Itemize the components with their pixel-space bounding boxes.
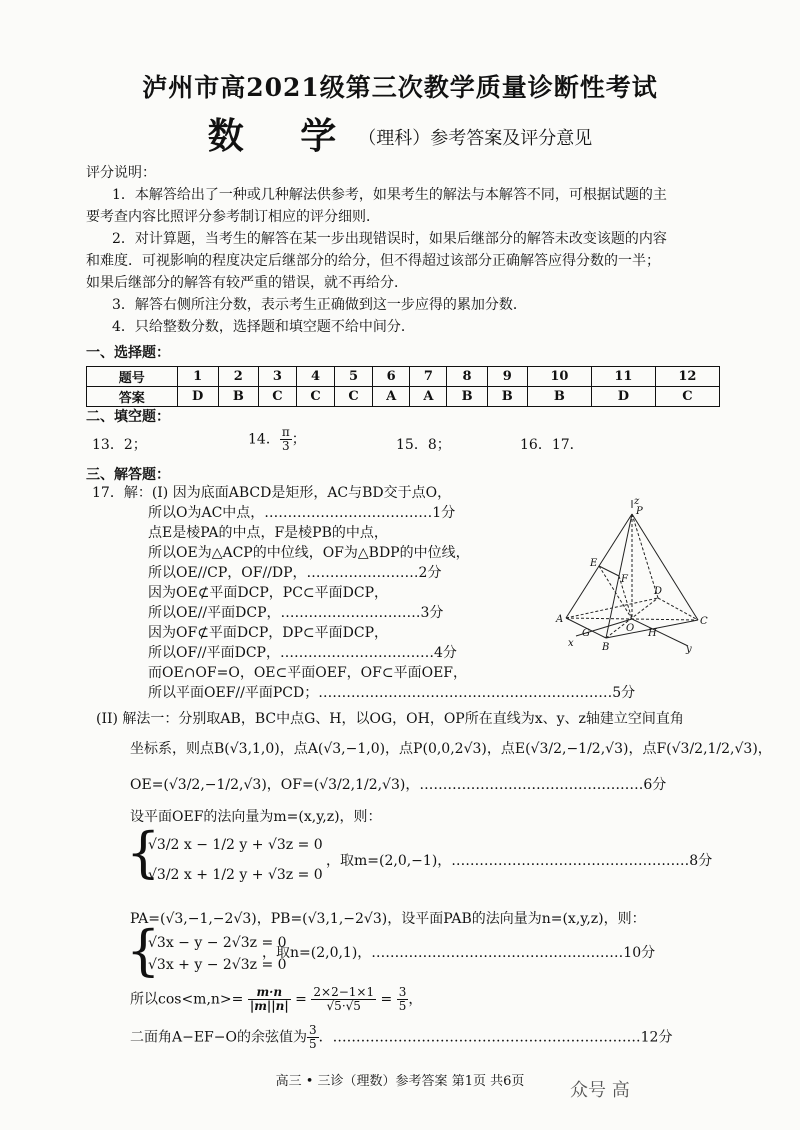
table-cell: B: [447, 387, 487, 407]
table-cell: 12: [655, 367, 719, 387]
cos-fraction-1: [248, 986, 291, 1013]
answer-14-fraction: [280, 426, 292, 453]
q17-part2-line-8: 所以cos<m,n>= $\frac{m\cdot n}{|m||n|}$ = $\frac{2\times 2-1\times 1}{√5\cdot√5}$ = $\frac{3}{5}$ ，: [130, 985, 423, 1013]
fraction-denominator: |m||n|: [249, 999, 289, 1013]
row-label-answer: 答案: [87, 387, 178, 407]
q17-line-1: 17．解：(I) 因为底面ABCD是矩形，AC与BD交于点O，: [92, 485, 452, 501]
label-p: P: [636, 506, 643, 517]
fraction-numerator: 3: [398, 985, 407, 999]
fraction-denominator: 5: [308, 1037, 317, 1051]
fraction-denominator: 5: [398, 999, 407, 1013]
label-h: H: [648, 628, 657, 639]
table-cell: C: [655, 387, 719, 407]
note-1b: 要考查内容比照评分参考制订相应的评分细则．: [86, 209, 380, 225]
fraction-numerator: 3: [308, 1023, 317, 1037]
table-cell: 4: [296, 367, 334, 387]
dihedral-suffix: ．…………………………………………………………12分: [318, 1029, 673, 1046]
table-cell: D: [591, 387, 655, 407]
equation-1: √3/2 x − 1/2 y + √3z = 0: [148, 837, 323, 853]
q17-line-4: 所以OE为△ACP的中位线，OF为△BDP的中位线，: [148, 545, 470, 561]
table-cell: B: [218, 387, 258, 407]
q17-line-6: 因为OE⊄平面DCP，PC⊂平面DCP，: [148, 585, 389, 601]
cos-fraction-2: [311, 986, 376, 1013]
label-d: D: [654, 586, 663, 597]
notes-heading: 评分说明：: [86, 165, 156, 181]
equation-2: √3/2 x + 1/2 y + √3z = 0: [148, 867, 323, 883]
note-3: 3．解答右侧所注分数，表示考生正确做到这一步应得的累加分数．: [112, 297, 527, 313]
answer-14-separator: ；: [291, 431, 306, 448]
note-4: 4．只给整数分数，选择题和填空题不给中间分．: [112, 319, 415, 335]
note-2b: 和难度．可视影响的程度决定后继部分的给分，但不得超过该部分正确解答应得分数的一半；: [86, 253, 660, 269]
exam-title: 泸州市高2021级第三次教学质量诊断性考试: [142, 73, 658, 102]
page-footer: 高三 • 三诊（理数）参考答案 第1页 共6页: [275, 1074, 525, 1089]
table-cell: 2: [218, 367, 258, 387]
section-choice-title: 一、选择题：: [86, 345, 170, 361]
table-cell: 8: [447, 367, 487, 387]
table-cell: 11: [591, 367, 655, 387]
answer-16: 16．17．: [520, 437, 584, 453]
label-o: O: [626, 623, 635, 634]
label-z: z: [634, 496, 640, 507]
subject-line: [0, 108, 800, 159]
cos-fraction-3: [397, 986, 409, 1013]
q17-part2-line-9: [130, 1024, 672, 1051]
q17-line-8: 因为OF⊄平面DCP，DP⊂平面DCP，: [148, 625, 389, 641]
fraction-denominator: √5·√5: [326, 999, 361, 1013]
table-cell: C: [296, 387, 334, 407]
edge-pc: [632, 514, 698, 620]
row-label-number: 题号: [87, 367, 178, 387]
watermark: 众号 高: [570, 1080, 630, 1101]
q17-part2-line-4: 设平面OEF的法向量为m=(x,y,z)，则：: [130, 809, 382, 825]
q17-line-10: 而OE∩OF=O，OE⊂平面OEF，OF⊂平面OEF，: [148, 665, 467, 681]
dihedral-prefix: 二面角A−EF−O的余弦值为: [130, 1029, 307, 1046]
table-cell: 5: [335, 367, 373, 387]
q17-part2-line-1: (II) 解法一：分别取AB，BC中点G、H，以OG，OH，OP所在直线为x、y、z轴建立空间直角: [96, 711, 684, 727]
table-cell: 6: [373, 367, 410, 387]
fraction-numerator: m·n: [248, 986, 291, 1000]
q17-line-5: 所以OE//CP，OF//DP，……………………2分: [148, 565, 442, 581]
q17-line-2: 所以O为AC中点，………………………………1分: [148, 505, 456, 521]
table-cell: 7: [410, 367, 447, 387]
fraction-numerator: 2×2−1×1: [313, 985, 375, 999]
table-cell: A: [373, 387, 410, 407]
q17-part2-line-6: PA=(√3,−1,−2√3)，PB=(√3,1,−2√3)，设平面PAB的法向量为n=(x,y,z)，则：: [130, 911, 646, 927]
q17-part2-line-3: OE=(√3/2,−1/2,√3)，OF=(√3/2,1/2,√3)，…………………………………………6分: [130, 777, 667, 793]
label-g: G: [582, 628, 590, 639]
section-fill-title: 二、填空题：: [86, 409, 170, 425]
section-solution-title: 三、解答题：: [86, 467, 170, 483]
table-cell: A: [410, 387, 447, 407]
pyramid-figure: [548, 496, 728, 656]
note-1a: 1．本解答给出了一种或几种解法供参考，如果考生的解法与本解答不同，可根据试题的主: [112, 187, 667, 203]
table-row: [87, 367, 720, 387]
answer-13: 13．2；: [92, 437, 147, 453]
cos-prefix: 所以cos<m,n>=: [130, 991, 244, 1008]
label-y: y: [686, 644, 692, 655]
table-cell: B: [487, 387, 527, 407]
equation-3: √3x − y − 2√3z = 0: [148, 935, 287, 951]
label-f: F: [621, 574, 628, 585]
table-cell: 3: [258, 367, 296, 387]
fraction-denominator: 3: [281, 439, 290, 453]
table-cell: B: [527, 387, 591, 407]
system-brace-2: {: [126, 919, 161, 982]
q17-line-7: 所以OE//平面DCP，…………………………3分: [148, 605, 444, 621]
equation-4: √3x + y − 2√3z = 0: [148, 957, 287, 973]
q17-line-11: 所以平面OEF//平面PCD；………………………………………………………5分: [148, 685, 636, 701]
answer-15: 15．8；: [396, 437, 451, 453]
q17-line-3: 点E是棱PA的中点，F是棱PB的中点，: [148, 525, 388, 541]
label-x: x: [568, 638, 574, 649]
table-cell: 10: [527, 367, 591, 387]
label-a: A: [556, 614, 564, 625]
subject-subtitle: （理科）参考答案及评分意见: [358, 128, 593, 149]
fraction-numerator: π: [281, 425, 290, 439]
note-2c: 如果后继部分的解答有较严重的错误，就不再给分．: [86, 275, 408, 291]
table-cell: D: [177, 387, 218, 407]
edge-dc: [658, 598, 698, 620]
dihedral-fraction: [307, 1024, 319, 1051]
q17-part2-line-2: 坐标系，则点B(√3,1,0)，点A(√3,−1,0)，点P(0,0,2√3)，点E(√3/2,−1/2,√3)，点F(√3/2,1/2,√3)，: [130, 741, 772, 757]
table-row: [87, 387, 720, 407]
edge-ad: [566, 598, 658, 618]
choice-answer-table: [86, 366, 720, 407]
table-cell: 1: [177, 367, 218, 387]
answer-14: [248, 426, 306, 453]
subject-name: 数 学: [207, 115, 359, 157]
table-cell: C: [335, 387, 373, 407]
q17-part2-line-5: ，取m=(2,0,−1)，……………………………………………8分: [326, 853, 713, 869]
label-c: C: [700, 616, 708, 627]
label-b: B: [602, 642, 610, 653]
table-cell: 9: [487, 367, 527, 387]
note-2a: 2．对计算题，当考生的解答在某一步出现错误时，如果后继部分的解答未改变该题的内容: [112, 231, 667, 247]
answer-14-label: 14．: [248, 431, 280, 448]
y-axis-line: [632, 619, 688, 646]
q17-line-9: 所以OF//平面DCP，……………………………4分: [148, 645, 457, 661]
q17-part2-line-7: ，取n=(2,0,1)，………………………………………………10分: [262, 945, 656, 961]
label-e: E: [590, 558, 598, 569]
system-brace-1: {: [126, 821, 161, 884]
table-cell: C: [258, 387, 296, 407]
